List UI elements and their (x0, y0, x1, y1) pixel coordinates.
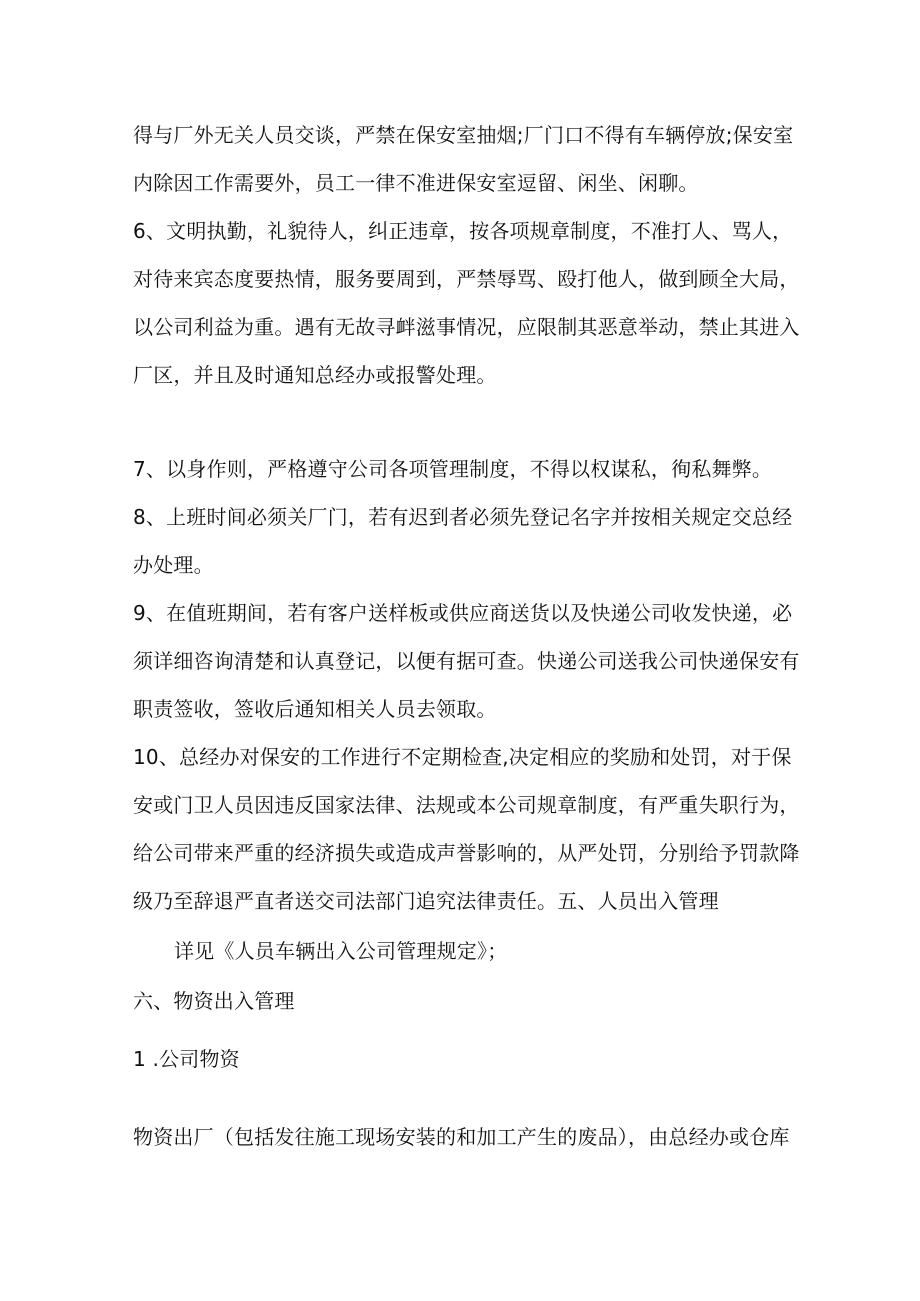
text-line: 级乃至辞退严直者送交司法部门追究法律责任。五、人员出入管理 (133, 889, 719, 913)
text-line: 办处理。 (133, 553, 214, 577)
text-line: 安或门卫人员因违反国家法律、法规或本公司规章制度，有严重失职行为， (133, 793, 800, 817)
text-line: 职责签收，签收后通知相关人员去领取。 (133, 697, 497, 721)
text-line: 9、在值班期间，若有客户送样板或供应商送货以及快递公司收发快递，必 (133, 601, 793, 625)
text-line: 10、总经办对保安的工作进行不定期检查,决定相应的奖励和处罚，对于保 (133, 745, 792, 769)
subsection-heading: 1 .公司物资 (133, 1047, 240, 1071)
text-line: 以公司利益为重。遇有无故寻衅滋事情况，应限制其恶意举动，禁止其进入 (133, 315, 800, 339)
text-line: 物资出厂（包括发往施工现场安装的和加工产生的废品），由总经办或仓库 (133, 1125, 790, 1149)
text-line: 对待来宾态度要热情，服务要周到，严禁辱骂、殴打他人，做到顾全大局， (133, 267, 800, 291)
text-line: 详见《人员车辆出入公司管理规定》； (174, 939, 508, 963)
section-heading: 六、物资出入管理 (133, 989, 295, 1013)
text-line: 8、上班时间必须关厂门，若有迟到者必须先登记名字并按相关规定交总经 (133, 505, 793, 529)
text-line: 得与厂外无关人员交谈，严禁在保安室抽烟;厂门口不得有车辆停放;保安室 (133, 123, 794, 147)
text-line: 7、以身作则，严格遵守公司各项管理制度，不得以权谋私，徇私舞弊。 (133, 457, 773, 481)
text-line: 给公司带来严重的经济损失或造成声誉影响的，从严处罚，分别给予罚款降 (133, 841, 800, 865)
text-line: 6、文明执勤，礼貌待人，纠正违章，按各项规章制度，不准打人、骂人， (133, 219, 793, 243)
text-line: 厂区，并且及时通知总经办或报警处理。 (133, 363, 497, 387)
text-line: 须详细咨询清楚和认真登记，以便有据可查。快递公司送我公司快递保安有 (133, 649, 800, 673)
text-line: 内除因工作需要外，员工一律不准进保安室逗留、闲坐、闲聊。 (133, 171, 699, 195)
